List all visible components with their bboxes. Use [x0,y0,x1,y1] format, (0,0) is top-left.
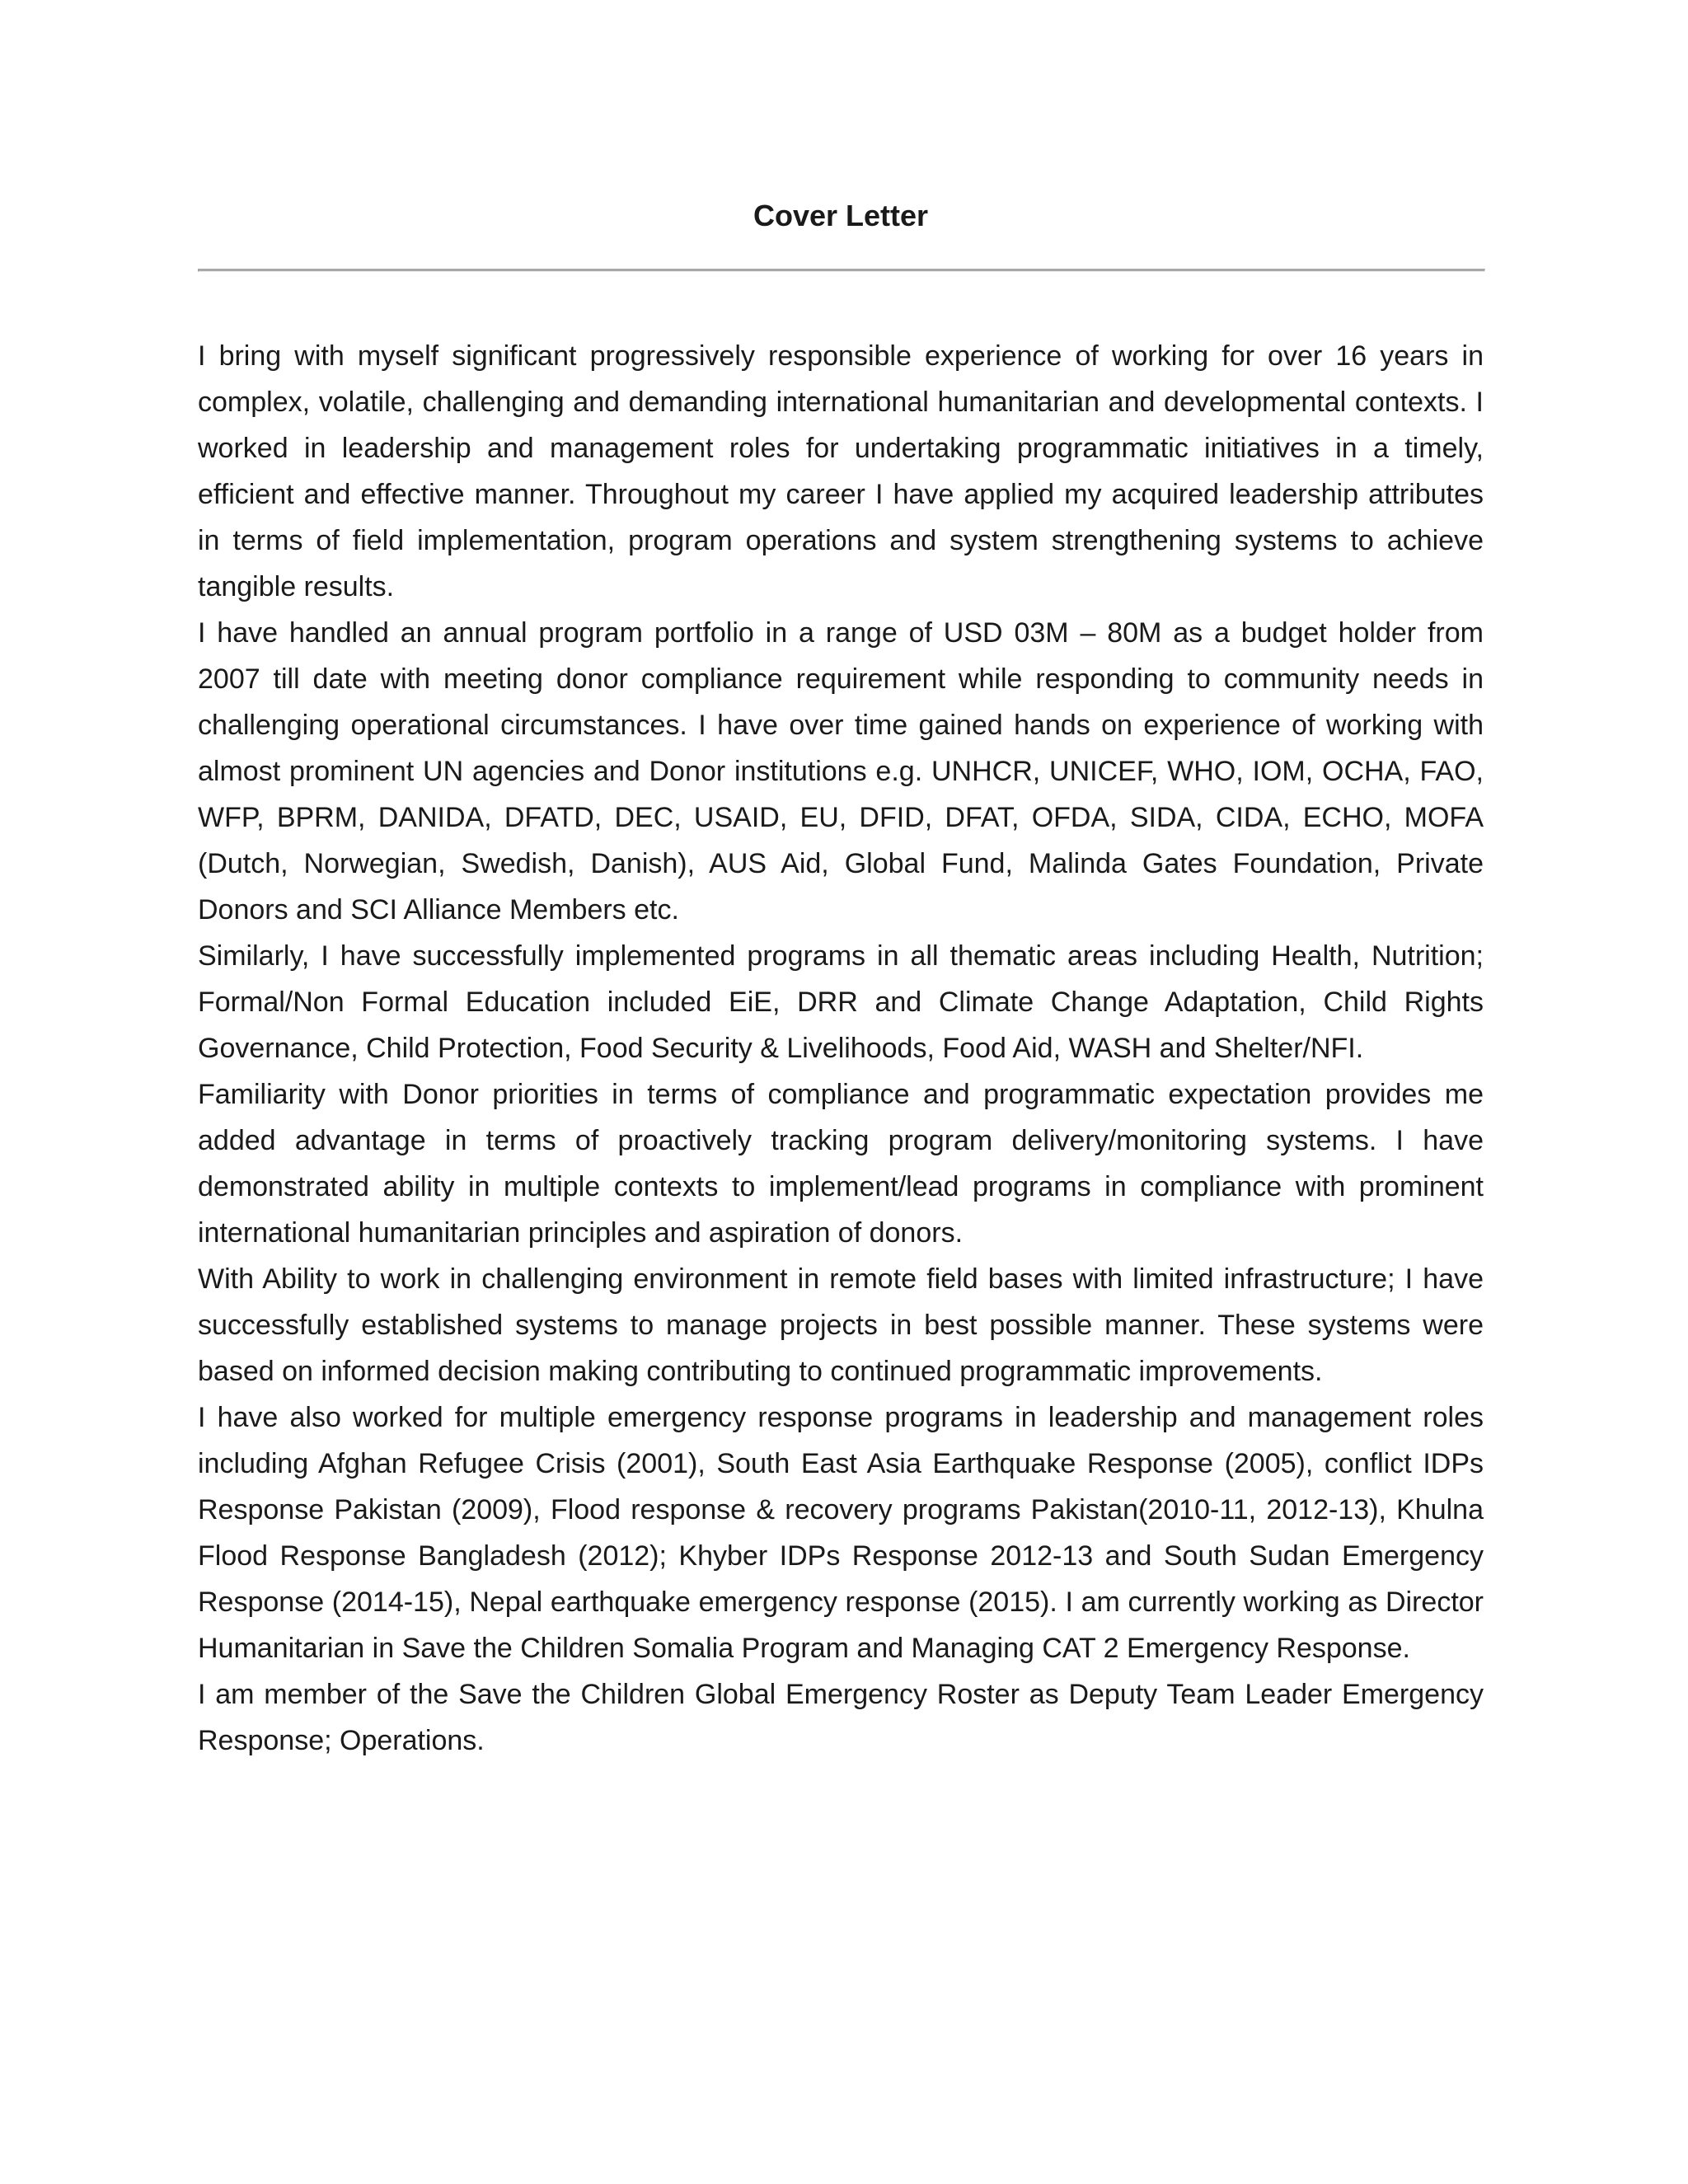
paragraph-emergency-roster: I am member of the Save the Children Global Emergency Roster as Deputy Team Leader Emergency Response; Operations. [198,1679,1484,1756]
document-title: Cover Letter [753,199,929,232]
paragraph-donor-priorities: Familiarity with Donor priorities in terms of compliance and programmatic expectation provides me added advantage in terms of proactively tracking program delivery/monitoring systems. I have demonstrated ability in multiple contexts to implement/lead programs in compliance with prominent international humanitarian principles and aspiration of donors. [198,1079,1484,1249]
letter-body [198,333,1484,1764]
paragraph-experience-summary: I bring with myself significant progressively responsible experience of working for over 16 years in complex, volatile, challenging and demanding international humanitarian and developmental contexts. I worked in leadership and management roles for undertaking programmatic initiatives in a timely, efficient and effective manner. Throughout my career I have applied my acquired leadership attributes in terms of field implementation, program operations and system strengthening systems to achieve tangible results. [198,340,1484,602]
title-divider [198,269,1485,272]
paragraph-thematic-areas: Similarly, I have successfully implemented programs in all thematic areas including Health, Nutrition; Formal/Non Formal Education included EiE, DRR and Climate Change Adaptation, Child Rights Governance, Child Protection, Food Security & Livelihoods, Food Aid, WASH and Shelter/NFI. [198,940,1484,1064]
paragraph-emergency-response: I have also worked for multiple emergency response programs in leadership and management roles including Afghan Refugee Crisis (2001), South East Asia Earthquake Response (2005), conflict IDPs Response Pakistan (2009), Flood response & recovery programs Pakistan(2010-11, 2012-13), Khulna Flood Response Bangladesh (2012); Khyber IDPs Response 2012-13 and South Sudan Emergency Response (2014-15), Nepal earthquake emergency response (2015). I am currently working as Director Humanitarian in Save the Children Somalia Program and Managing CAT 2 Emergency Response. [198,1402,1484,1664]
paragraph-portfolio-donors: I have handled an annual program portfolio in a range of USD 03M – 80M as a budget holder from 2007 till date with meeting donor compliance requirement while responding to community needs in challenging operational circumstances. I have over time gained hands on experience of working with almost prominent UN agencies and Donor institutions e.g. UNHCR, UNICEF, WHO, IOM, OCHA, FAO, WFP, BPRM, DANIDA, DFATD, DEC, USAID, EU, DFID, DFAT, OFDA, SIDA, CIDA, ECHO, MOFA (Dutch, Norwegian, Swedish, Danish), AUS Aid, Global Fund, Malinda Gates Foundation, Private Donors and SCI Alliance Members etc. [198,617,1484,926]
paragraph-field-systems: With Ability to work in challenging environment in remote field bases with limited infrastructure; I have successfully established systems to manage projects in best possible manner. These systems were based on informed decision making contributing to continued programmatic improvements. [198,1263,1484,1387]
